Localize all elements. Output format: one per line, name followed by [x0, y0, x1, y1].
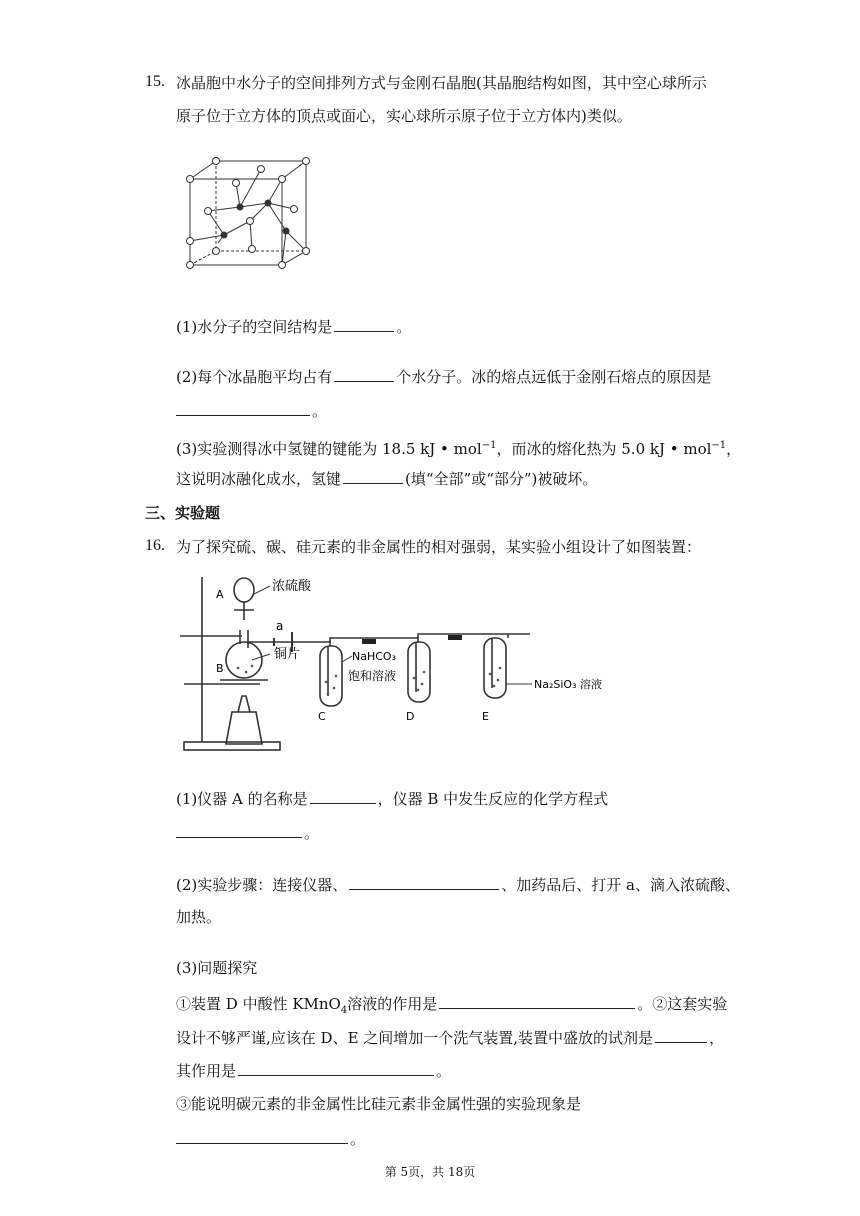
q15-number: 15. — [145, 73, 165, 90]
page-footer: 第 5页，共 18页 — [384, 1165, 476, 1179]
q16-sub1-equation-blank[interactable] — [176, 822, 302, 838]
label-a: a — [276, 619, 284, 633]
q15-sub1: (1)水分子的空间结构是 。 — [176, 318, 412, 336]
label-saturated: 饱和溶液 — [348, 669, 397, 683]
q16-sub3-iii-line2: 。 — [176, 1128, 365, 1149]
label-copper: 铜片 — [274, 647, 301, 662]
q16-sub3-iii: ③能说明碳元素的非金属性比硅元素非金属性强的实验现象是 — [176, 1095, 582, 1113]
label-B: B — [216, 662, 224, 675]
q15-sub2-reason-blank[interactable] — [176, 400, 310, 416]
q15-sub2-count-blank[interactable] — [334, 366, 394, 382]
q16-sub3-title: (3)问题探究 — [176, 959, 258, 977]
q15-sub3-answer-blank[interactable] — [343, 468, 403, 484]
q16-sub3-ii-line3: 其作用是 。 — [176, 1062, 452, 1080]
q15-sub3: (3)实验测得冰中氢键的键能为 18.5 kJ • mol$^{-1}$，而冰的熔化热为 5.0 kJ • mol$^{-1}$， — [176, 440, 742, 458]
label-C: C — [318, 710, 326, 723]
label-na2sio3: Na₂SiO₃ 溶液 — [534, 678, 602, 691]
q16-sub3-ii-line2: 设计不够严谨,应该在 D、E 之间增加一个洗气装置,装置中盛放的试剂是 ， — [176, 1029, 725, 1047]
q16-sub3-iii-blank[interactable] — [176, 1128, 348, 1144]
q16-sub2-step-blank[interactable] — [349, 874, 499, 890]
label-acid: 浓硫酸 — [272, 579, 312, 594]
q16-sub3-i-blank[interactable] — [439, 993, 635, 1009]
label-E: E — [482, 710, 489, 723]
q16-number: 16. — [145, 537, 165, 554]
q16-sub2: (2)实验步骤：连接仪器、 、加药品后、打开 a、滴入浓硫酸、 — [176, 876, 740, 894]
diamond-unit-cell-figure — [182, 151, 332, 276]
q15-sub1-answer-blank[interactable] — [334, 316, 394, 332]
label-A: A — [216, 588, 224, 601]
q16-stem: 为了探究硫、碳、硅元素的非金属性的相对强弱，某实验小组设计了如图装置： — [176, 538, 702, 556]
q15-stem-line2: 原子位于立方体的顶点或面心，实心球所示原子位于立方体内)类似。 — [176, 107, 632, 125]
q16-sub1-name-blank[interactable] — [310, 788, 376, 804]
q15-sub3-line2: 这说明冰融化成水，氢键 (填“全部”或“部分”)被破坏。 — [176, 470, 598, 488]
q15-stem-line1: 冰晶胞中水分子的空间排列方式与金刚石晶胞(其晶胞结构如图，其中空心球所示 — [176, 74, 707, 92]
label-D: D — [406, 710, 415, 723]
q16-sub1-line2: 。 — [176, 822, 319, 843]
q15-sub2-line2: 。 — [176, 400, 327, 421]
q16-sub3-ii-purpose-blank[interactable] — [238, 1060, 434, 1076]
q15-sub2: (2)每个冰晶胞平均占有 个水分子。冰的熔点远低于金刚石熔点的原因是 — [176, 368, 712, 386]
apparatus-figure — [180, 572, 602, 757]
q16-sub2-line2: 加热。 — [176, 908, 222, 926]
q16-sub3-i: ①装置 D 中酸性 KMnO$_4$溶液的作用是 。②这套实验 — [176, 995, 728, 1016]
q16-sub1: (1)仪器 A 的名称是 ，仪器 B 中发生反应的化学方程式 — [176, 790, 609, 808]
label-nahco3: NaHCO₃ — [352, 650, 396, 663]
section3-title: 三、实验题 — [145, 504, 221, 522]
q16-sub3-ii-reagent-blank[interactable] — [655, 1027, 707, 1043]
